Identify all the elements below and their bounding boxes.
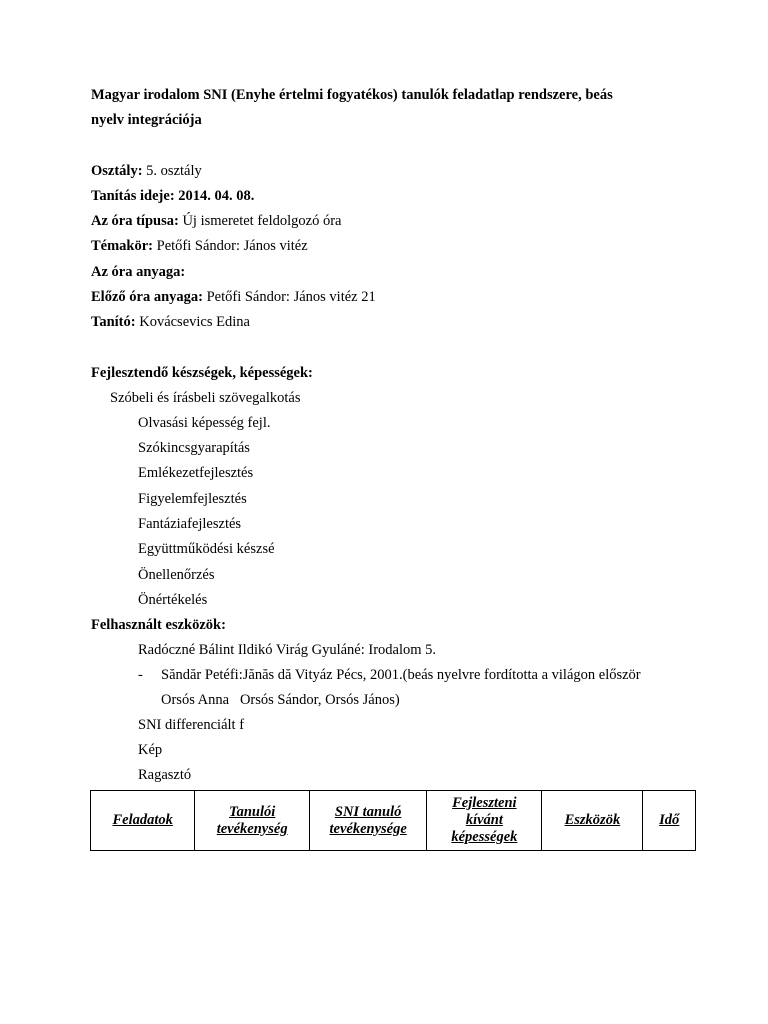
header-tasks	[91, 791, 195, 851]
skill-item: Figyelemfejlesztés	[138, 491, 247, 507]
info-row-class	[91, 162, 202, 180]
header-text: Eszközök	[564, 812, 621, 828]
info-label: Témakör:	[91, 238, 154, 254]
header-text: Idő	[659, 812, 680, 828]
info-row-material	[91, 263, 185, 281]
info-label: Osztály:	[91, 163, 143, 179]
info-value: Petőfi Sándor: János vitéz 21	[202, 289, 376, 305]
header-text: kívánt	[465, 812, 503, 828]
tools-heading: Felhasznált eszközök:	[91, 617, 226, 633]
header-text: tevékenysége	[329, 820, 407, 837]
info-label: Előző óra anyaga:	[91, 289, 203, 305]
header-skills	[427, 791, 542, 851]
info-row-type	[91, 212, 341, 230]
info-row-teacher	[91, 313, 250, 331]
skills-main: Szóbeli és írásbeli szövegalkotás	[110, 390, 301, 406]
info-row-previous	[91, 288, 376, 306]
table-header-row	[91, 791, 696, 851]
skill-item: Emlékezetfejlesztés	[138, 465, 254, 481]
header-sni-activity	[309, 791, 426, 851]
info-row-date	[91, 187, 254, 205]
header-text: tevékenység	[216, 820, 288, 837]
document-title-line-1: Magyar irodalom SNI (Enyhe értelmi fogyatékos) tanulók feladatlap rendszere, beás	[91, 87, 613, 103]
list-dash: -	[138, 667, 143, 683]
info-value: Petőfi Sándor: János vitéz	[153, 238, 308, 254]
info-label: Az óra típusa:	[91, 213, 179, 229]
lesson-plan-table	[90, 790, 696, 851]
tool-book: Radóczné Bálint Ildikó Virág Gyuláné: Irodalom 5.	[138, 642, 437, 658]
header-text: Feladatok	[112, 812, 173, 828]
tool-translation-line-2: Orsós Anna Orsós Sándor, Orsós János)	[161, 692, 400, 708]
info-label: Tanítás ideje: 2014. 04. 08.	[91, 188, 255, 204]
info-value: 5. osztály	[142, 163, 202, 179]
skill-item: Fantáziafejlesztés	[138, 516, 242, 532]
header-time	[643, 791, 696, 851]
info-row-topic	[91, 237, 308, 255]
skill-item: Szókincsgyarapítás	[138, 440, 250, 456]
tool-item: SNI differenciált f	[138, 717, 245, 733]
header-text: képességek	[451, 829, 518, 845]
skill-item: Olvasási képesség fejl.	[138, 415, 271, 431]
header-text: Tanulói	[229, 803, 276, 820]
header-tools	[542, 791, 643, 851]
tool-translation-line-1: Săndăr Petéfi:Jănăs dă Vityáz Pécs, 2001.(beás nyelvre fordította a világon először	[161, 667, 641, 683]
tool-item: Kép	[138, 742, 163, 758]
header-student-activity	[195, 791, 310, 851]
document-title-line-2: nyelv integrációja	[91, 112, 202, 128]
skill-item: Önellenőrzés	[138, 567, 215, 583]
skill-item: Együttműködési készsé	[138, 541, 275, 557]
header-text: SNI tanuló	[334, 803, 402, 820]
tool-item: Ragasztó	[138, 767, 192, 783]
info-label: Az óra anyaga:	[91, 264, 186, 280]
header-text: Fejleszteni	[452, 795, 517, 811]
skill-item: Önértékelés	[138, 592, 208, 608]
skills-heading: Fejlesztendő készségek, képességek:	[91, 365, 313, 381]
info-value: Kovácsevics Edina	[135, 314, 250, 330]
info-label: Tanító:	[91, 314, 136, 330]
info-value: Új ismeretet feldolgozó óra	[178, 213, 342, 229]
